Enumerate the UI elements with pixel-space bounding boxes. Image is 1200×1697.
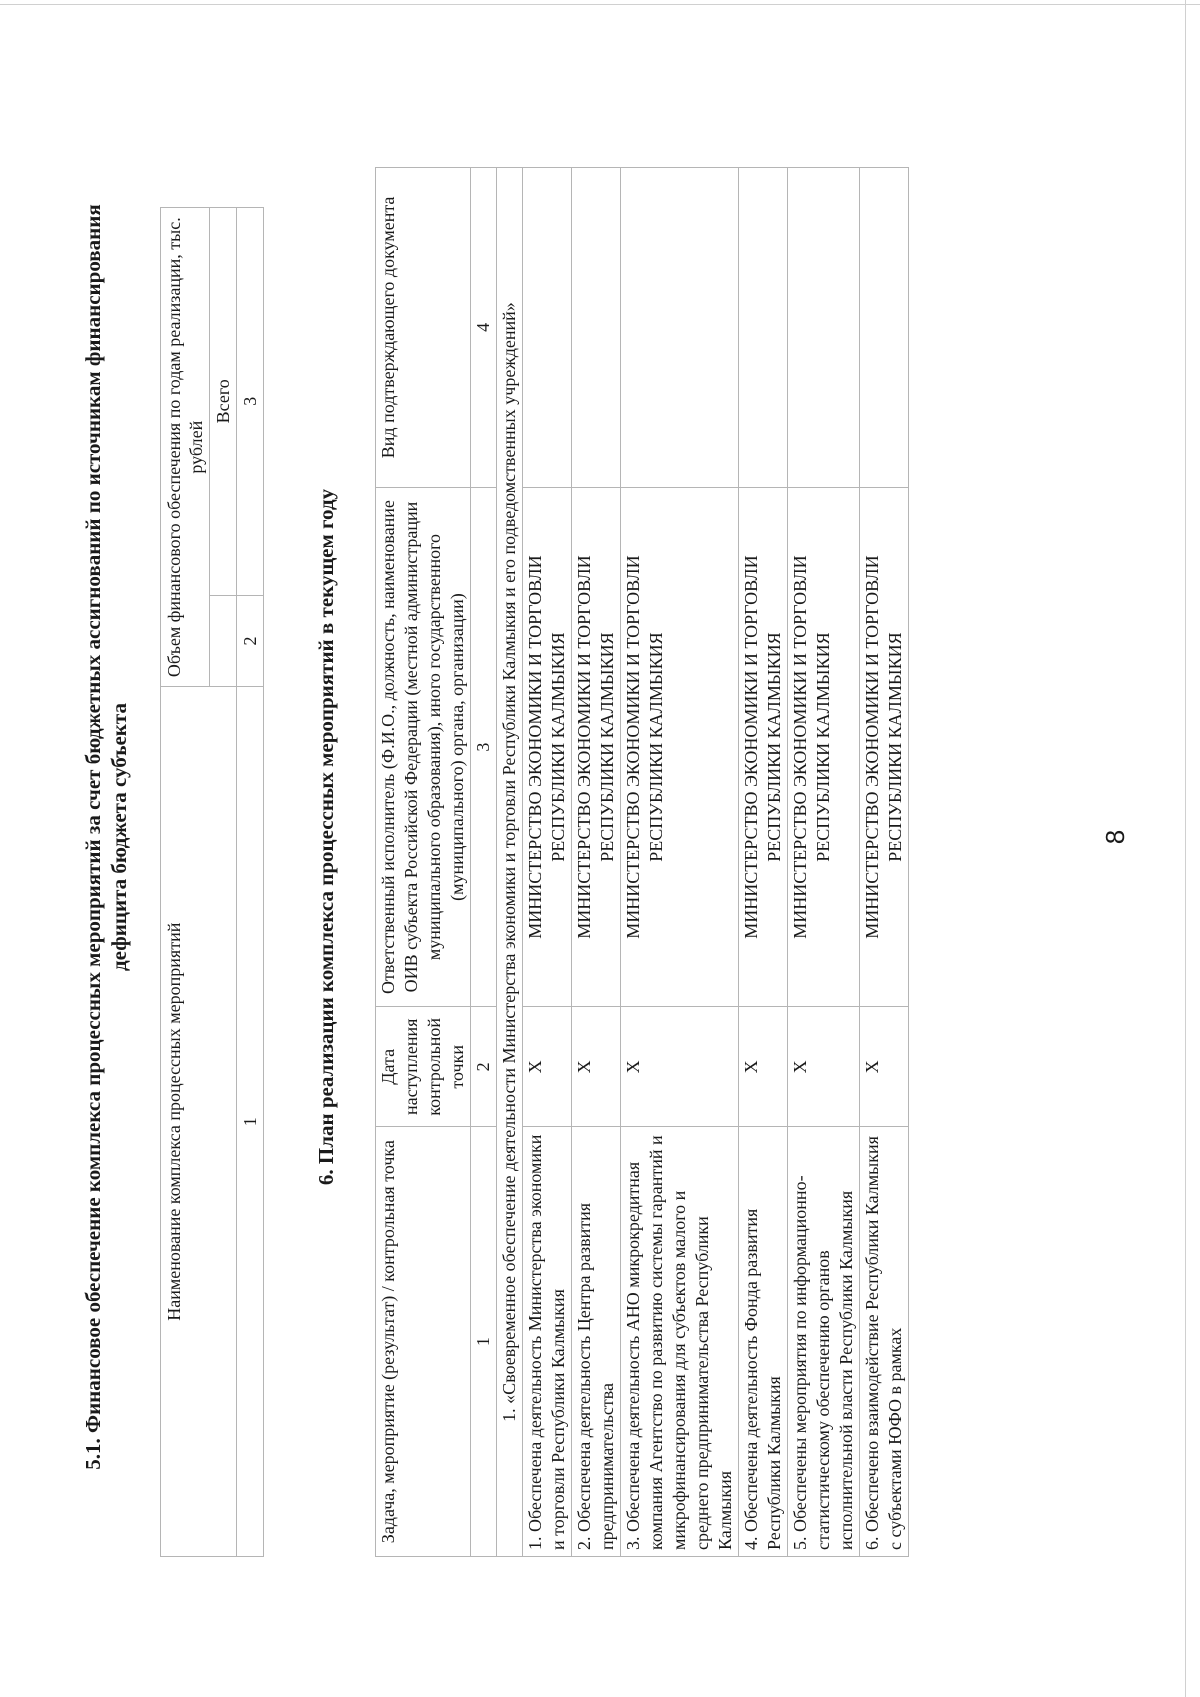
plan-row-doc	[788, 168, 860, 488]
plan-row-responsible: МИНИСТЕРСТВО ЭКОНОМИКИ И ТОРГОВЛИ РЕСПУБЛИКИ КАЛМЫКИЯ	[739, 487, 788, 1007]
page-number: 8	[1100, 829, 1130, 845]
financing-col-number: 3	[237, 208, 264, 596]
plan-task-row	[497, 168, 523, 1557]
table-row	[621, 168, 739, 1557]
section-5-1-title	[80, 97, 132, 1577]
table-row	[739, 168, 788, 1557]
financing-number-row	[237, 208, 264, 1557]
table-row	[572, 168, 621, 1557]
table-row	[523, 168, 572, 1557]
plan-row-task: 4. Обеспечена деятельность Фонда развития Республики Калмыкия	[739, 1127, 788, 1557]
plan-row-responsible: МИНИСТЕРСТВО ЭКОНОМИКИ И ТОРГОВЛИ РЕСПУБЛИКИ КАЛМЫКИЯ	[621, 487, 739, 1007]
table-row	[860, 168, 909, 1557]
section-5-1-title-line-1: 5.1. Финансовое обеспечение комплекса процессных мероприятий за счет бюджетных ассигнований по источникам финансирования	[81, 204, 105, 1470]
plan-row-doc	[523, 168, 572, 488]
plan-row-doc	[860, 168, 909, 488]
plan-table	[375, 167, 909, 1557]
plan-row-responsible: МИНИСТЕРСТВО ЭКОНОМИКИ И ТОРГОВЛИ РЕСПУБЛИКИ КАЛМЫКИЯ	[860, 487, 909, 1007]
plan-row-task: 6. Обеспечено взаимодействие Республики Калмыкия с субъектами ЮФО в рамках	[860, 1127, 909, 1557]
plan-row-date: X	[523, 1007, 572, 1127]
plan-row-date: X	[788, 1007, 860, 1127]
financing-year-cell	[210, 595, 237, 687]
financing-table	[160, 207, 264, 1557]
plan-header-responsible: Ответственный исполнитель (Ф.И.О., должность, наименование ОИВ субъекта Российской Федерации (местной администрации муниципального образования), иного государственного (муниципального) органа, организации)	[376, 487, 471, 1007]
financing-col-number: 1	[237, 687, 264, 1557]
plan-row-doc	[572, 168, 621, 488]
table-row	[788, 168, 860, 1557]
plan-row-date: X	[621, 1007, 739, 1127]
section-6-title-block	[313, 97, 339, 1577]
plan-row-task: 1. Обеспечена деятельность Министерства экономики и торговли Республики Калмыкия	[523, 1127, 572, 1557]
plan-row-task: 5. Обеспечены мероприятия по информационно-статистическому обеспечению органов исполнительной власти Республики Калмыкия	[788, 1127, 860, 1557]
plan-row-responsible: МИНИСТЕРСТВО ЭКОНОМИКИ И ТОРГОВЛИ РЕСПУБЛИКИ КАЛМЫКИЯ	[788, 487, 860, 1007]
plan-task-title: 1. «Своевременное обеспечение деятельности Министерства экономики и торговли Республики Калмыкия и его подведомственных учреждений»	[497, 168, 523, 1557]
financing-header-name: Наименование комплекса процессных мероприятий	[161, 687, 237, 1557]
plan-row-date: X	[739, 1007, 788, 1127]
section-6-title: 6. План реализации комплекса процессных мероприятий в текущем году	[314, 488, 338, 1186]
plan-col-number: 3	[471, 487, 497, 1007]
section-5-1-title-line-2: дефицита бюджета субъекта	[107, 703, 131, 971]
plan-header-row	[376, 168, 471, 1557]
plan-header-doc-type: Вид подтверждающего документа	[376, 168, 471, 488]
plan-header-date: Дата наступления контрольной точки	[376, 1007, 471, 1127]
plan-row-responsible: МИНИСТЕРСТВО ЭКОНОМИКИ И ТОРГОВЛИ РЕСПУБЛИКИ КАЛМЫКИЯ	[523, 487, 572, 1007]
financing-header-volume: Объем финансового обеспечения по годам реализации, тыс. рублей	[161, 208, 210, 687]
plan-col-number: 2	[471, 1007, 497, 1127]
financing-header-total: Всего	[210, 208, 237, 596]
plan-row-date: X	[572, 1007, 621, 1127]
financing-col-number: 2	[237, 595, 264, 687]
plan-number-row	[471, 168, 497, 1557]
financing-header-row	[161, 208, 210, 1557]
plan-header-task: Задача, мероприятие (результат) / контрольная точка	[376, 1127, 471, 1557]
plan-col-number: 4	[471, 168, 497, 488]
plan-row-task: 3. Обеспечена деятельность АНО микрокредитная компания Агентство по развитию системы гарантий и микрофинансирования для субъектов малого и среднего предпринимательства Республики Калмыкия	[621, 1127, 739, 1557]
plan-row-task: 2. Обеспечена деятельность Центра развития предпринимательства	[572, 1127, 621, 1557]
plan-row-doc	[739, 168, 788, 488]
plan-row-date: X	[860, 1007, 909, 1127]
plan-row-responsible: МИНИСТЕРСТВО ЭКОНОМИКИ И ТОРГОВЛИ РЕСПУБЛИКИ КАЛМЫКИЯ	[572, 487, 621, 1007]
plan-col-number: 1	[471, 1127, 497, 1557]
plan-row-doc	[621, 168, 739, 488]
